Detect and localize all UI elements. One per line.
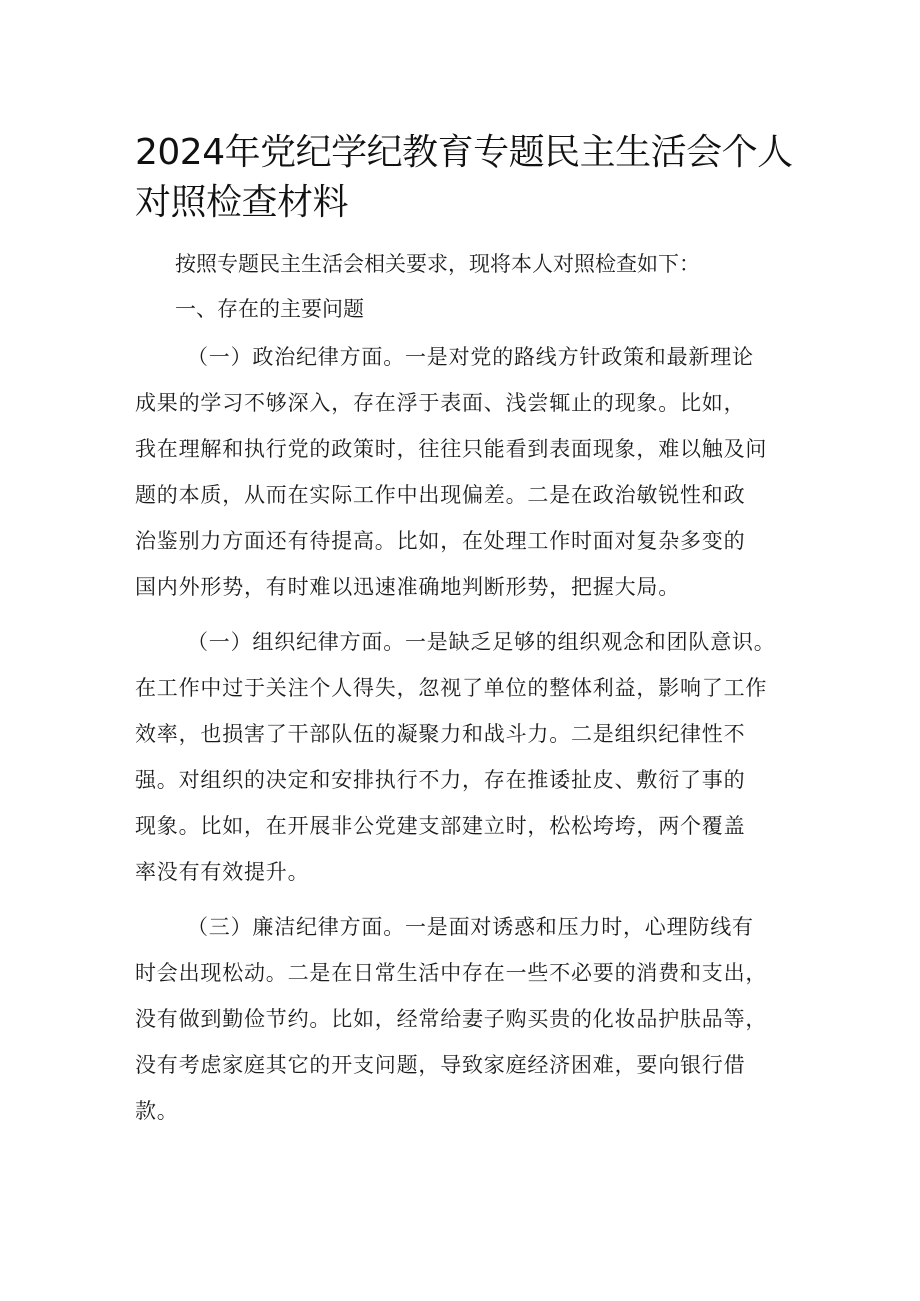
paragraph-line: 款。 — [135, 1099, 179, 1123]
paragraph-line: 强。对组织的决定和安排执行不力，存在推诿扯皮、敷衍了事的 — [135, 768, 746, 792]
document-title: 2024年党纪学纪教育专题民主生活会个人对照检查材料 — [135, 132, 793, 223]
paragraph-line: 率没有有效提升。 — [135, 860, 310, 884]
paragraph-line: 没有考虑家庭其它的开支问题，导致家庭经济困难，要向银行借 — [135, 1053, 746, 1077]
paragraph-line: 治鉴别力方面还有待提高。比如，在处理工作时面对复杂多变的 — [135, 529, 746, 553]
intro-paragraph: 按照专题民主生活会相关要求，现将本人对照检查如下： — [175, 252, 700, 276]
paragraph-line: 在工作中过于关注个人得失，忽视了单位的整体利益，影响了工作 — [135, 676, 768, 700]
paragraph-line: （一）政治纪律方面。一是对党的路线方针政策和最新理论 — [187, 345, 754, 369]
section-heading: 一、存在的主要问题 — [175, 297, 364, 321]
paragraph-line: 效率，也损害了干部队伍的凝聚力和战斗力。二是组织纪律性不 — [135, 722, 746, 746]
paragraph-line: 没有做到勤俭节约。比如，经常给妻子购买贵的化妆品护肤品等， — [135, 1007, 768, 1031]
paragraph-integrity-discipline — [135, 904, 795, 1134]
paragraph-line: 成果的学习不够深入，存在浮于表面、浅尝辄止的现象。比如， — [135, 391, 746, 415]
paragraph-line: 时会出现松动。二是在日常生活中存在一些不必要的消费和支出， — [135, 961, 768, 985]
paragraph-political-discipline — [135, 334, 795, 610]
paragraph-line: 国内外形势，有时难以迅速准确地判断形势，把握大局。 — [135, 575, 680, 599]
paragraph-line: （三）廉洁纪律方面。一是面对诱惑和压力时，心理防线有 — [187, 915, 754, 939]
paragraph-organizational-discipline — [135, 619, 795, 895]
paragraph-line: （一）组织纪律方面。一是缺乏足够的组织观念和团队意识。 — [187, 630, 776, 654]
paragraph-line: 现象。比如，在开展非公党建支部建立时，松松垮垮，两个覆盖 — [135, 814, 746, 838]
paragraph-line: 我在理解和执行党的政策时，往往只能看到表面现象，难以触及问 — [135, 437, 768, 461]
paragraph-line: 题的本质，从而在实际工作中出现偏差。二是在政治敏锐性和政 — [135, 483, 746, 507]
